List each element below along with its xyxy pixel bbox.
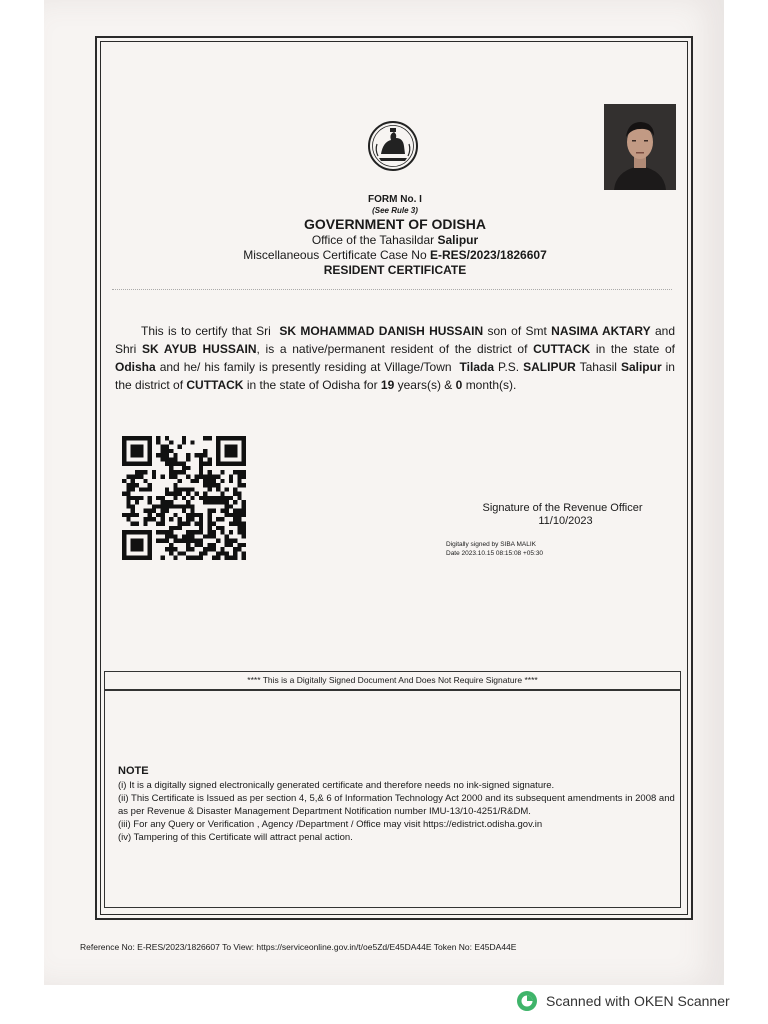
qr-code xyxy=(122,436,246,560)
father-name: SK AYUB HUSSAIN xyxy=(142,342,257,356)
mother-name: NASIMA AKTARY xyxy=(551,324,651,338)
note-item: (i) It is a digitally signed electronically generated certificate and therefore needs no ink-signed signature. xyxy=(118,780,555,791)
reference-line: Reference No: E-RES/2023/1826607 To View: https://serviceonline.gov.in/t/oe5Zd/E45DA44E Token No: E45DA44E xyxy=(80,942,517,952)
scanner-watermark xyxy=(516,990,730,1012)
see-rule: (See Rule 3) xyxy=(372,206,418,215)
note-item: (iv) Tampering of this Certificate will attract penal action. xyxy=(118,832,353,843)
certificate-title: RESIDENT CERTIFICATE xyxy=(323,263,467,277)
digital-signed-banner: **** This is a Digitally Signed Document And Does Not Require Signature **** xyxy=(104,671,681,690)
form-number: FORM No. I xyxy=(368,194,422,205)
state-emblem-icon xyxy=(367,120,419,172)
note-item: (iii) For any Query or Verification , Agency /Department / Office may visit https://edistrict.odisha.gov.in xyxy=(118,819,543,830)
header-separator xyxy=(112,289,672,290)
office-line: Office of the Tahasildar Salipur xyxy=(311,233,479,247)
digital-signature-info: Digitally signed by SIBA MALIK Date 2023.10.15 08:15:08 +05:30 xyxy=(446,541,544,557)
residence-months: 0 xyxy=(455,378,463,392)
scanner-text: Scanned with OKEN Scanner xyxy=(546,993,730,1009)
signature-block xyxy=(470,502,655,528)
signature-label: Signature of the Revenue Officer xyxy=(482,502,643,514)
note-item: (ii) This Certificate is Issued as per section 4, 5,& 6 of Information Technology Act 2000 and its subsequent amendments in 2008 and as per Revenue & Disaster Management Department Notification number IMU-13/10-4251/R&DM. xyxy=(118,793,675,817)
applicant-photo xyxy=(604,104,676,190)
note-title: NOTE xyxy=(118,765,149,777)
note-section xyxy=(118,763,678,844)
applicant-name: SK MOHAMMAD DANISH HUSSAIN xyxy=(279,324,484,338)
scanner-logo-icon xyxy=(516,990,538,1012)
village: Tilada xyxy=(459,360,494,374)
signature-date: 11/10/2023 xyxy=(538,515,593,527)
certificate-header xyxy=(200,194,590,278)
certificate-body: This is to certify that Sri SK MOHAMMAD DANISH HUSSAIN son of Smt NASIMA AKTARY and Shri SK AYUB HUSSAIN, is a native/permanent resident of the district of CUTTACK in the state of Odisha and he/ his family is presently residing at Village/Town Tilada P.S. SALIPUR Tahasil Salipur in the district of CUTTACK in the state of Odisha for 19 years(s) & 0 month(s). xyxy=(115,324,675,392)
residence-years: 19 xyxy=(380,378,395,392)
case-line: Miscellaneous Certificate Case No E-RES/2023/1826607 xyxy=(243,248,547,262)
government-title: GOVERNMENT OF ODISHA xyxy=(303,216,486,232)
